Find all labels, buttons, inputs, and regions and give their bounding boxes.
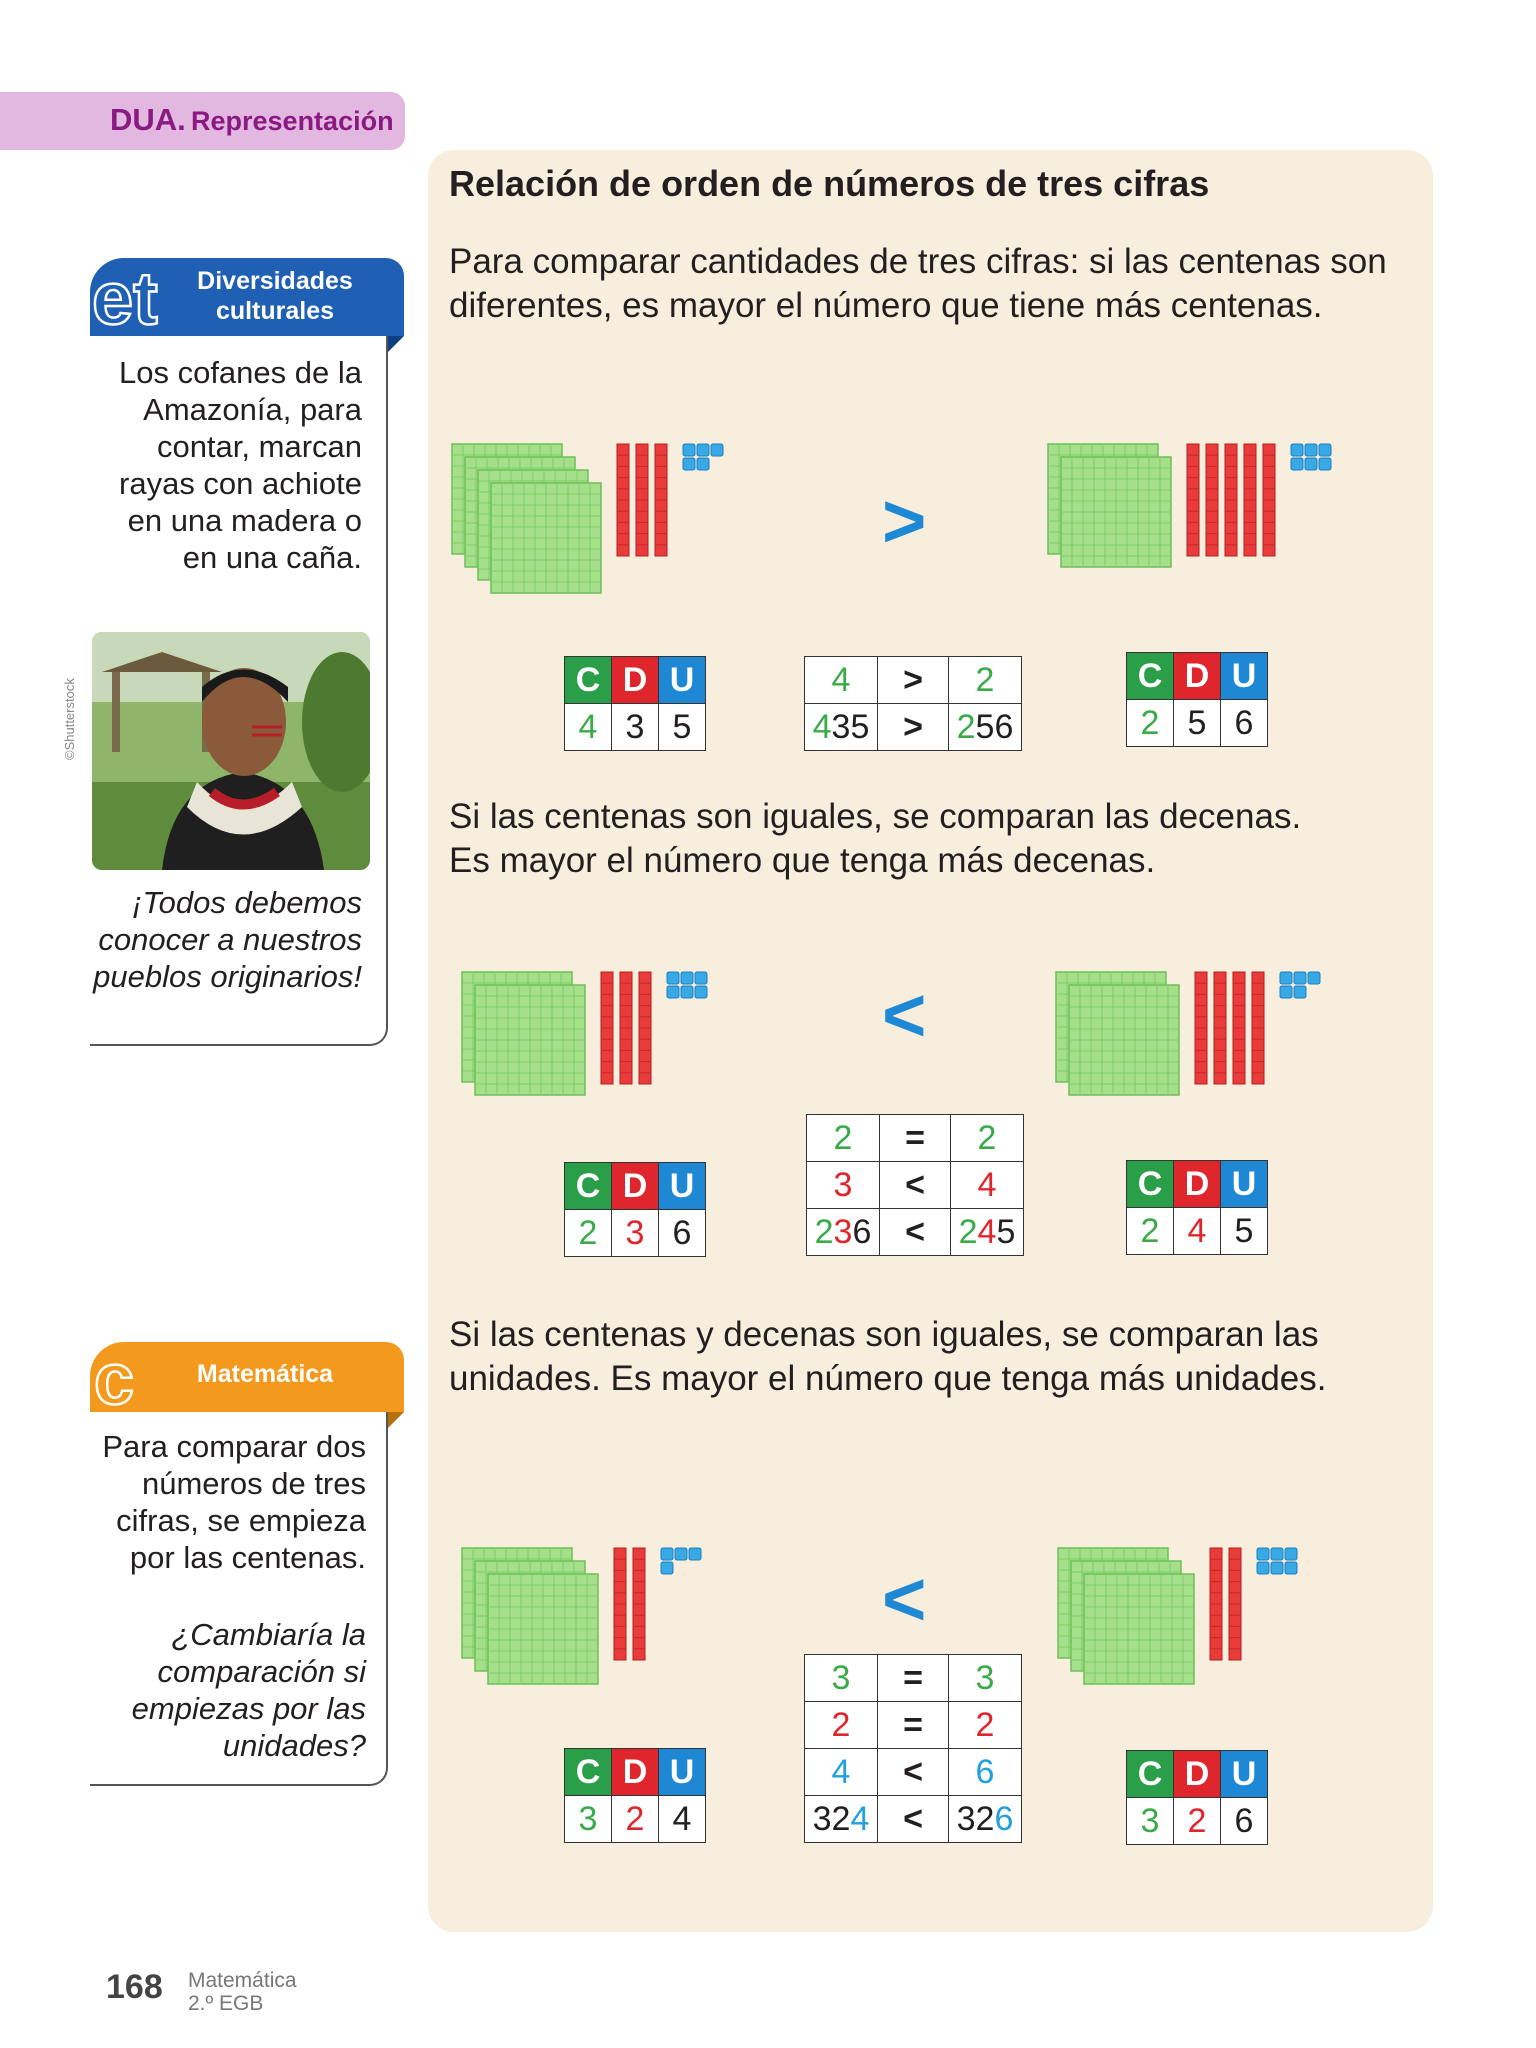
matematica-text: Para comparar dos números de tres cifras, se empieza por las centenas.: [102, 1429, 366, 1575]
digit-c: 2: [1127, 1208, 1174, 1255]
unit-cube: [689, 1548, 701, 1560]
unit-cube: [1319, 444, 1331, 456]
cmp-op: =: [880, 1115, 951, 1162]
hundred-flat: [491, 483, 601, 593]
unit-cube: [1294, 986, 1306, 998]
main-title: Relación de orden de números de tres cifras: [449, 163, 1210, 204]
cdu-table: [1126, 1750, 1268, 1845]
unit-cube: [1280, 986, 1292, 998]
ten-rod: [633, 1548, 645, 1660]
cmp-a: 2: [807, 1115, 880, 1162]
cmp-op: >: [878, 704, 949, 751]
header-u: U: [1221, 1161, 1268, 1208]
dua-sublabel: Representación: [191, 106, 394, 136]
footer-grade: 2.º EGB: [188, 1992, 264, 2015]
unit-cube: [683, 458, 695, 470]
unit-cube: [1291, 458, 1303, 470]
unit-cube: [1257, 1548, 1269, 1560]
unit-cube: [681, 986, 693, 998]
ten-rod: [1195, 972, 1207, 1084]
header-c: C: [1127, 1751, 1174, 1798]
hundred-flat: [1069, 985, 1179, 1095]
header-c: C: [565, 657, 612, 704]
cmp-b-hl: 2: [956, 707, 976, 746]
cmp-digit: 5: [996, 1212, 1016, 1251]
unit-cube: [1308, 972, 1320, 984]
cmp-digit: 32: [812, 1799, 851, 1838]
unit-cube: [695, 986, 707, 998]
cmp-a-hl: 4: [812, 707, 832, 746]
svg-text:c: c: [94, 1342, 135, 1412]
cmp-b: 2: [951, 1115, 1024, 1162]
ten-rod: [620, 972, 632, 1084]
diversidades-title: Diversidades culturales: [197, 267, 353, 325]
ten-rod: [636, 444, 648, 556]
ten-rod: [639, 972, 651, 1084]
comparison-sign: <: [882, 973, 927, 1058]
cmp-op: <: [878, 1796, 949, 1843]
digit-u: 6: [1221, 700, 1268, 747]
header-d: D: [612, 657, 659, 704]
header-d: D: [612, 1163, 659, 1210]
cdu-table: [1126, 652, 1268, 747]
ten-rod: [1225, 444, 1237, 556]
comparison-sign: <: [882, 1557, 927, 1642]
unit-cube: [1285, 1562, 1297, 1574]
paragraph-3: Si las centenas y decenas son iguales, se comparan las unidades. Es mayor el número que tenga más unidades.: [449, 1315, 1327, 1398]
cdu-table: [564, 1748, 706, 1843]
cmp-digit: 4: [850, 1799, 870, 1838]
svg-text:et: et: [92, 258, 158, 336]
unit-cube: [697, 444, 709, 456]
digit-d: 2: [612, 1796, 659, 1843]
cmp-a: 4: [805, 657, 878, 704]
digit-u: 5: [1221, 1208, 1268, 1255]
hundred-flat: [1084, 1574, 1194, 1684]
digit-d: 3: [612, 1210, 659, 1257]
digit-d: 5: [1174, 700, 1221, 747]
unit-cube: [661, 1562, 673, 1574]
paragraph-2: Si las centenas son iguales, se comparan las decenas. Es mayor el número que tenga más decenas.: [449, 797, 1302, 880]
cmp-digit: 2: [958, 1212, 978, 1251]
digit-u: 6: [1221, 1798, 1268, 1845]
cmp-op: >: [878, 657, 949, 704]
ten-rod: [617, 444, 629, 556]
digit-u: 5: [659, 704, 706, 751]
cmp-op: <: [880, 1209, 951, 1256]
cmp-digit: 4: [977, 1212, 997, 1251]
header-c: C: [565, 1749, 612, 1796]
cmp-op: =: [878, 1655, 949, 1702]
page-number: 168: [106, 1968, 163, 2006]
header-c: C: [565, 1163, 612, 1210]
digit-c: 3: [1127, 1798, 1174, 1845]
digit-d: 3: [612, 704, 659, 751]
cmp-a: 3: [807, 1162, 880, 1209]
cmp-op: =: [878, 1702, 949, 1749]
digit-u: 6: [659, 1210, 706, 1257]
unit-cube: [683, 444, 695, 456]
ten-rod: [1263, 444, 1275, 556]
unit-cube: [711, 444, 723, 456]
cmp-b: 3: [949, 1655, 1022, 1702]
cmp-b: 6: [949, 1749, 1022, 1796]
cmp-digit: 32: [956, 1799, 995, 1838]
cmp-a: 2: [805, 1702, 878, 1749]
diversidades-quote: ¡Todos debemos conocer a nuestros pueblos originarios!: [93, 885, 362, 994]
cmp-a: 4: [805, 1749, 878, 1796]
header-u: U: [659, 1749, 706, 1796]
digit-u: 4: [659, 1796, 706, 1843]
cdu-table: [1126, 1160, 1268, 1255]
cmp-digit: 6: [852, 1212, 872, 1251]
ten-rod: [1244, 444, 1256, 556]
ten-rod: [1233, 972, 1245, 1084]
header-d: D: [1174, 1751, 1221, 1798]
comparison-table: [804, 656, 1022, 751]
cmp-digit: 3: [833, 1212, 853, 1251]
header-u: U: [659, 1163, 706, 1210]
unit-cube: [1305, 458, 1317, 470]
cmp-b: 4: [951, 1162, 1024, 1209]
diversidades-text: Los cofanes de la Amazonía, para contar, marcan rayas con achiote en una madera o en una caña.: [118, 355, 362, 575]
hundred-flat: [475, 985, 585, 1095]
unit-cube: [1319, 458, 1331, 470]
cdu-table: [564, 656, 706, 751]
unit-cube: [1305, 444, 1317, 456]
header-u: U: [659, 657, 706, 704]
unit-cube: [681, 972, 693, 984]
cdu-table: [564, 1162, 706, 1257]
unit-cube: [661, 1548, 673, 1560]
cmp-op: <: [880, 1162, 951, 1209]
digit-c: 2: [1127, 700, 1174, 747]
ten-rod: [1252, 972, 1264, 1084]
cmp-digit: 2: [814, 1212, 834, 1251]
cmp-b-rest: 56: [975, 707, 1014, 746]
unit-cube: [697, 458, 709, 470]
ten-rod: [655, 444, 667, 556]
header-d: D: [1174, 653, 1221, 700]
comparison-sign: >: [882, 479, 927, 564]
ten-rod: [1210, 1548, 1222, 1660]
digit-c: 4: [565, 704, 612, 751]
unit-cube: [1294, 972, 1306, 984]
cmp-op: <: [878, 1749, 949, 1796]
unit-cube: [1291, 444, 1303, 456]
unit-cube: [1271, 1562, 1283, 1574]
header-u: U: [1221, 1751, 1268, 1798]
unit-cube: [675, 1548, 687, 1560]
cmp-a-rest: 35: [831, 707, 870, 746]
digit-c: 3: [565, 1796, 612, 1843]
unit-cube: [667, 972, 679, 984]
unit-cube: [1257, 1562, 1269, 1574]
comparison-table: [804, 1654, 1022, 1843]
ten-rod: [1214, 972, 1226, 1084]
cmp-digit: 6: [994, 1799, 1014, 1838]
matematica-question: ¿Cambiaría la comparación si empiezas por las unidades?: [131, 1617, 366, 1763]
unit-cube: [667, 986, 679, 998]
cmp-b: 2: [949, 1702, 1022, 1749]
header-d: D: [612, 1749, 659, 1796]
ten-rod: [1187, 444, 1199, 556]
ten-rod: [614, 1548, 626, 1660]
digit-d: 2: [1174, 1798, 1221, 1845]
unit-cube: [695, 972, 707, 984]
ten-rod: [1229, 1548, 1241, 1660]
dua-label: DUA.: [110, 102, 186, 137]
header-u: U: [1221, 653, 1268, 700]
hundred-flat: [1061, 457, 1171, 567]
unit-cube: [1285, 1548, 1297, 1560]
matematica-title: Matemática: [196, 1360, 334, 1388]
unit-cube: [1271, 1548, 1283, 1560]
digit-d: 4: [1174, 1208, 1221, 1255]
footer-subject: Matemática: [188, 1969, 297, 1992]
paragraph-1: Para comparar cantidades de tres cifras: si las centenas son diferentes, es mayor el número que tiene más centenas.: [449, 242, 1387, 325]
digit-c: 2: [565, 1210, 612, 1257]
header-c: C: [1127, 653, 1174, 700]
comparison-table: [806, 1114, 1024, 1256]
ten-rod: [1206, 444, 1218, 556]
cmp-a: 3: [805, 1655, 878, 1702]
photo-credit: ©Shutterstock: [62, 678, 77, 760]
header-c: C: [1127, 1161, 1174, 1208]
unit-cube: [1280, 972, 1292, 984]
header-d: D: [1174, 1161, 1221, 1208]
cmp-b: 2: [949, 657, 1022, 704]
ten-rod: [601, 972, 613, 1084]
hundred-flat: [488, 1574, 598, 1684]
